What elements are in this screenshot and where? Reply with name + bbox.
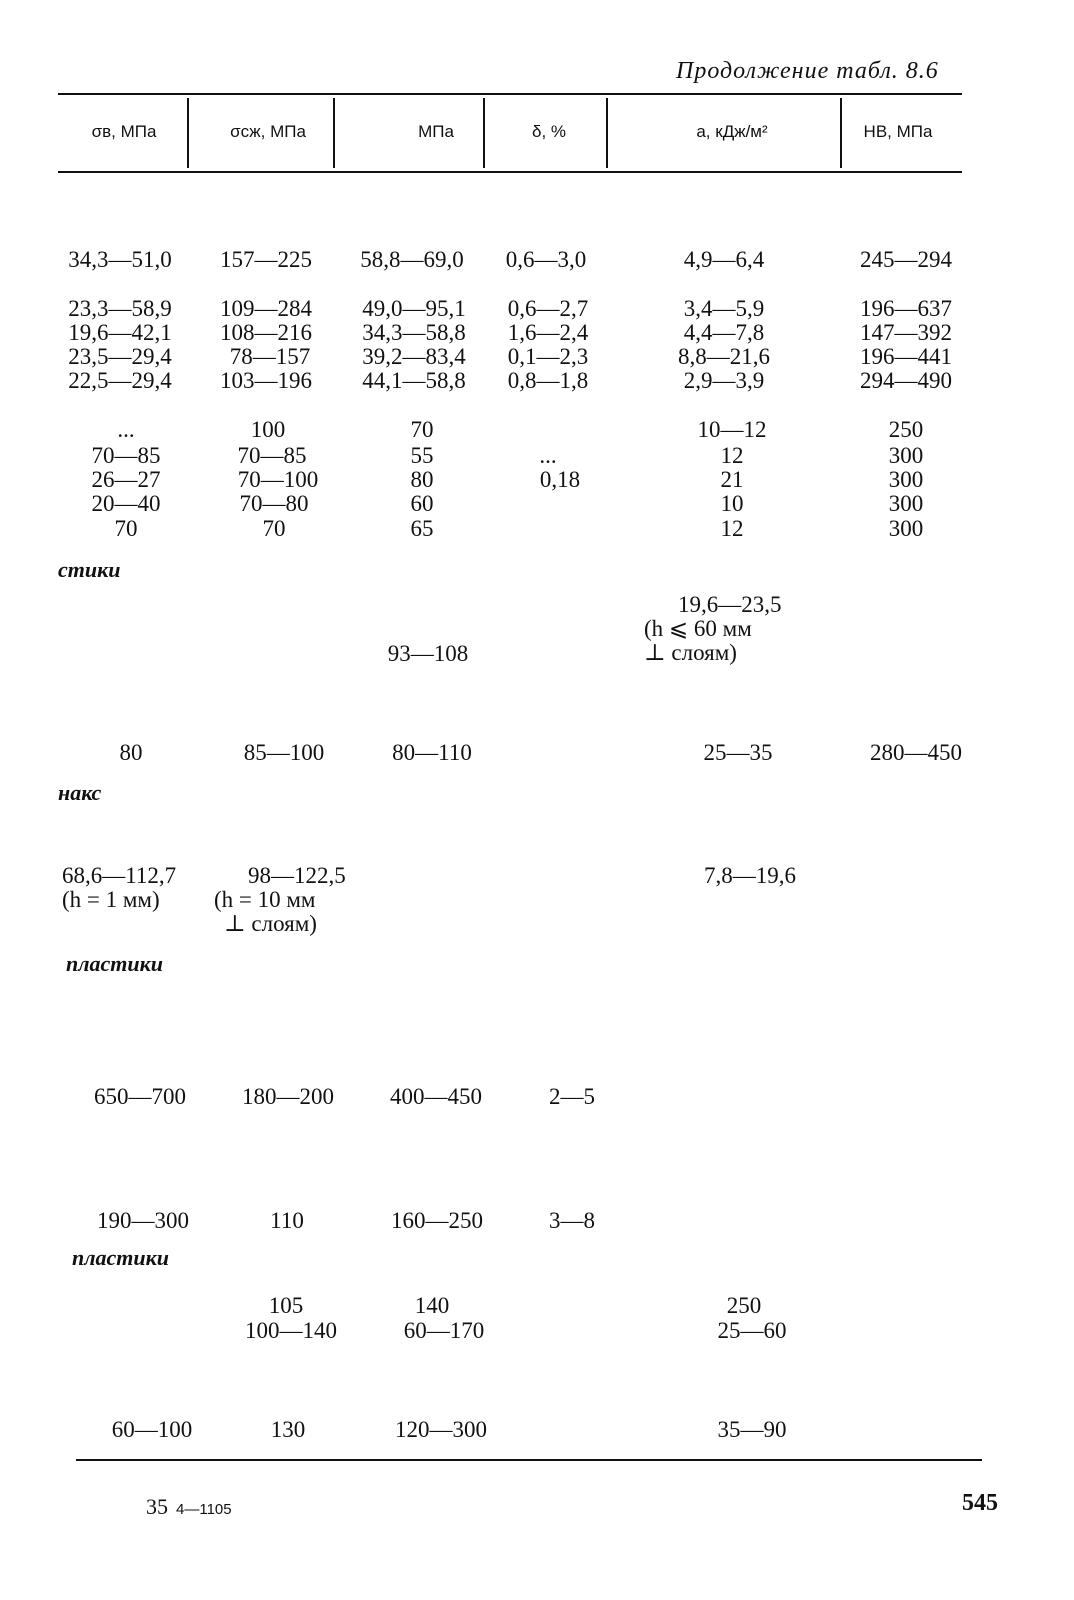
table-cell: 110 (270, 1208, 304, 1233)
printer-signature: 35 4—1105 (146, 1494, 232, 1519)
table-cell: 7,8—19,6 (704, 863, 796, 888)
table-cell: 21 (720, 467, 744, 492)
header-bottom-rule (58, 171, 962, 173)
table-cell: 2—5 (549, 1084, 595, 1109)
table-cell: 70—85 (91, 443, 161, 468)
table-cell: 10—12 (697, 417, 767, 442)
table-cell: 2,9—3,9 (683, 368, 765, 393)
table-cell: 93—108 (387, 641, 469, 666)
table-cell: 80 (119, 740, 143, 765)
table-cell: 103—196 (220, 368, 312, 393)
table-cell: 70 (410, 417, 434, 442)
table-cell: 300 (888, 467, 924, 492)
table-cell: 160—250 (391, 1208, 483, 1233)
table-cell: 44,1—58,8 (362, 368, 466, 393)
table-cell: 180—200 (242, 1084, 334, 1109)
table-cell: 300 (888, 491, 924, 516)
table-cell: 49,0—95,1 (362, 296, 466, 321)
table-cell: 10 (720, 491, 744, 516)
table-cell: 3,4—5,9 (683, 296, 765, 321)
table-cell: 19,6—42,1 (68, 320, 172, 345)
section-heading: пластики (72, 1245, 170, 1270)
table-cell: 0,18 (539, 467, 581, 492)
header-tensile-strength: σв, МПа (91, 122, 157, 141)
table-cell: 25—35 (703, 740, 773, 765)
table-cell: 26—27 (91, 467, 161, 492)
header-compressive-strength: σсж, МПа (230, 122, 306, 141)
table-cell: 65 (410, 516, 434, 541)
header-brinell-hardness: НВ, МПа (863, 122, 933, 141)
table-cell: 400—450 (390, 1084, 482, 1109)
table-cell: 58,8—69,0 (360, 247, 464, 272)
table-cell: 109—284 (220, 296, 312, 321)
section-heading: пластики (66, 951, 164, 976)
table-cell: 280—450 (870, 740, 962, 765)
table-caption: Продолжение табл. 8.6 (676, 58, 939, 84)
table-cell: 3—8 (549, 1208, 595, 1233)
table-cell: 300 (888, 443, 924, 468)
table-cell: 1,6—2,4 (507, 320, 589, 345)
table-cell: 196—441 (860, 344, 952, 369)
table-cell: 147—392 (860, 320, 952, 345)
table-cell: 70 (262, 516, 286, 541)
table-cell: 25—60 (717, 1318, 787, 1343)
table-cell: 85—100 (243, 740, 325, 765)
table-cell: 0,6—3,0 (505, 247, 587, 272)
table-cell: 105 (268, 1293, 304, 1318)
table-cell: 80 (410, 467, 434, 492)
table-cell: 70 (114, 516, 138, 541)
table-cell: 78—157 (229, 344, 311, 369)
table-cell: 108—216 (220, 320, 312, 345)
table-cell: 4,4—7,8 (683, 320, 765, 345)
table-cell: 300 (888, 516, 924, 541)
table-cell: 60—170 (403, 1318, 485, 1343)
table-cell: 190—300 (97, 1208, 189, 1233)
page-number: 545 (962, 1490, 998, 1516)
section-heading: накс (58, 780, 102, 805)
table-cell: 34,3—58,8 (362, 320, 466, 345)
table-cell: 12 (720, 443, 744, 468)
table-cell: 98—122,5 (h = 10 мм ⊥ слоям) (214, 863, 346, 936)
header-impact-strength: a, кДж/м² (696, 122, 768, 141)
table-cell: 55 (410, 443, 434, 468)
table-cell: 23,5—29,4 (68, 344, 172, 369)
table-cell: 130 (270, 1417, 306, 1442)
table-cell: 34,3—51,0 (68, 247, 172, 272)
header-divider (606, 98, 608, 168)
header-divider (187, 98, 189, 168)
table-cell: 70—80 (239, 491, 309, 516)
table-cell: 100—140 (245, 1318, 337, 1343)
table-cell: 20—40 (91, 491, 161, 516)
table-cell: 294—490 (860, 368, 952, 393)
table-cell: ... (117, 417, 135, 442)
table-cell: 100 (250, 417, 286, 442)
table-cell: 22,5—29,4 (68, 368, 172, 393)
table-cell: 60—100 (111, 1417, 193, 1442)
table-cell: 0,8—1,8 (507, 368, 589, 393)
header-elongation: δ, % (531, 122, 567, 141)
header-divider (483, 98, 485, 168)
table-cell: 650—700 (94, 1084, 186, 1109)
table-cell: 23,3—58,9 (68, 296, 172, 321)
table-cell: 245—294 (860, 247, 952, 272)
header-bending-strength: МПа (418, 122, 454, 141)
table-cell: 60 (410, 491, 434, 516)
table-cell: 12 (720, 516, 744, 541)
table-cell: 157—225 (220, 247, 312, 272)
table-cell: 80—110 (392, 740, 472, 765)
header-top-rule (58, 93, 962, 95)
table-cell: 35—90 (717, 1417, 787, 1442)
table-cell: 19,6—23,5 (h ⩽ 60 мм ⊥ слоям) (644, 592, 782, 665)
table-cell: 70—85 (237, 443, 307, 468)
table-cell: 70—100 (237, 467, 319, 492)
table-cell: 250 (726, 1293, 762, 1318)
table-cell: 120—300 (395, 1417, 487, 1442)
header-divider (840, 98, 842, 168)
table-cell: 4,9—6,4 (683, 247, 765, 272)
table-cell: 68,6—112,7 (h = 1 мм) (62, 863, 177, 912)
table-cell: 0,1—2,3 (507, 344, 589, 369)
table-cell: 140 (414, 1293, 450, 1318)
table-cell: 196—637 (860, 296, 952, 321)
table-cell: 0,6—2,7 (507, 296, 589, 321)
table-cell: 39,2—83,4 (362, 344, 466, 369)
table-cell: 250 (888, 417, 924, 442)
header-divider (333, 98, 335, 168)
table-cell: ... (539, 443, 557, 468)
table-bottom-rule (76, 1459, 982, 1461)
table-cell: 8,8—21,6 (678, 344, 770, 369)
section-heading: стики (58, 557, 121, 582)
